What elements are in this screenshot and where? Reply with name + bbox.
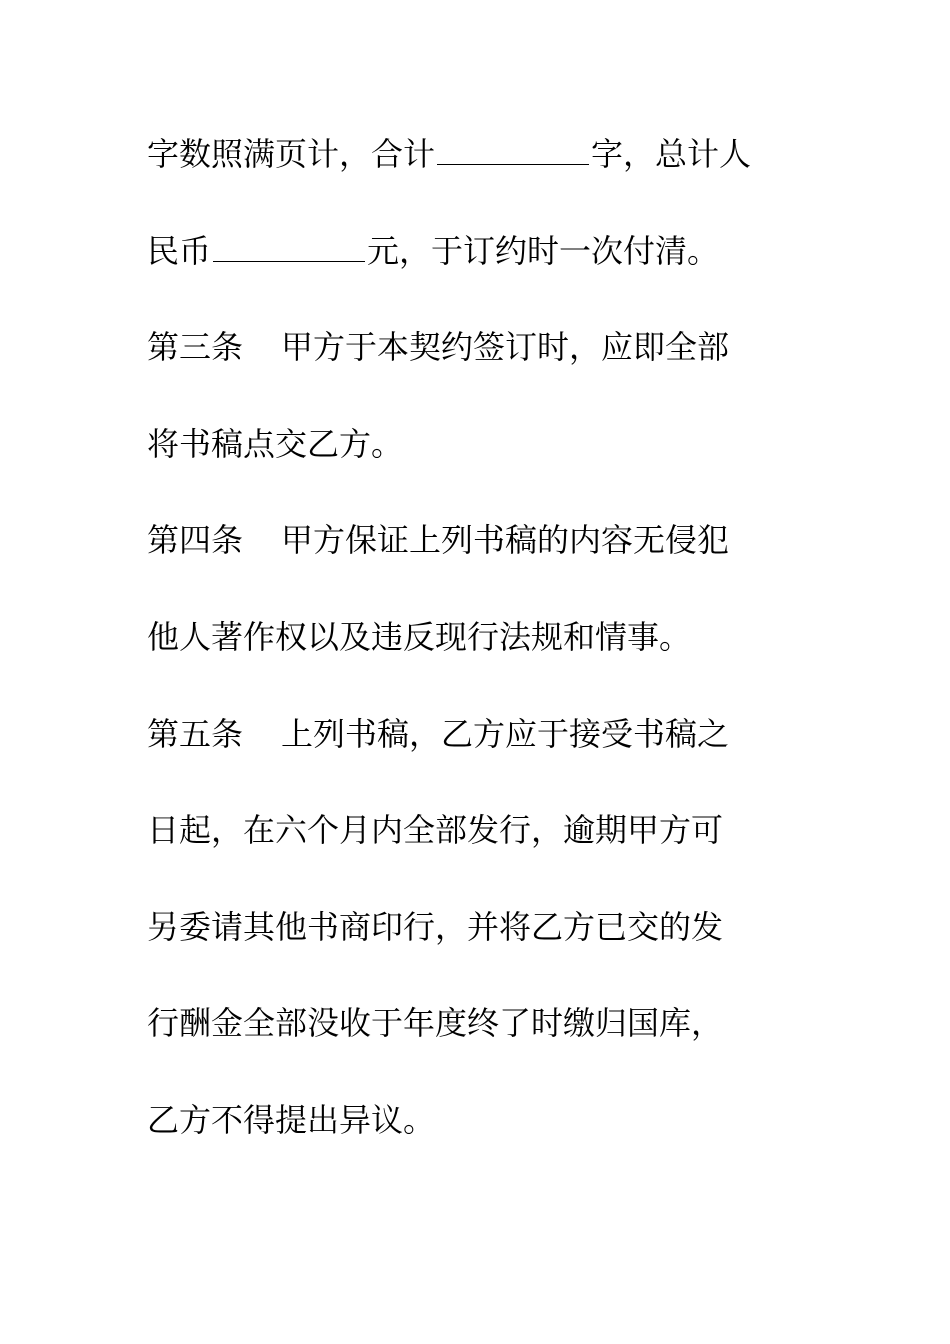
- line-9-text: 另委请其他书商印行，并将乙方已交的发: [147, 907, 724, 946]
- text-line-8: [147, 798, 827, 895]
- line-4-text: 将书稿点交乙方。: [147, 424, 404, 463]
- text-line-1: [147, 122, 827, 219]
- word-count-blank: [437, 124, 589, 165]
- article-4-label: 第四条: [147, 521, 244, 560]
- text-line-7: [147, 702, 827, 799]
- text-line-10: [147, 991, 827, 1088]
- text-line-3: [147, 315, 827, 412]
- line-2-part-2: 元，于订约时一次付清。: [367, 231, 720, 270]
- text-line-11: [147, 1088, 827, 1185]
- line-2-part-1: 民币: [147, 231, 212, 270]
- line-1-part-1: 字数照满页计，合计: [147, 135, 436, 173]
- line-1-part-2: 字，总计人: [591, 135, 752, 173]
- text-line-6: [147, 605, 827, 702]
- article-4-text: 甲方保证上列书稿的内容无侵犯: [281, 521, 730, 560]
- text-line-9: [147, 895, 827, 992]
- article-3-label: 第三条: [147, 328, 244, 367]
- article-3-text: 甲方于本契约签订时，应即全部: [281, 328, 730, 367]
- text-line-5: [147, 508, 827, 605]
- amount-blank: [213, 221, 365, 262]
- line-10-text: 行酬金全部没收于年度终了时缴归国库，: [147, 1004, 724, 1043]
- contract-text: [147, 122, 827, 1185]
- line-6-text: 他人著作权以及违反现行法规和情事。: [147, 617, 692, 656]
- article-5-label: 第五条: [147, 714, 244, 753]
- line-8-text: 日起，在六个月内全部发行，逾期甲方可: [147, 811, 724, 850]
- text-line-4: [147, 412, 827, 509]
- text-line-2: [147, 219, 827, 316]
- line-11-text: 乙方不得提出异议。: [147, 1100, 436, 1139]
- article-5-text: 上列书稿，乙方应于接受书稿之: [281, 714, 730, 753]
